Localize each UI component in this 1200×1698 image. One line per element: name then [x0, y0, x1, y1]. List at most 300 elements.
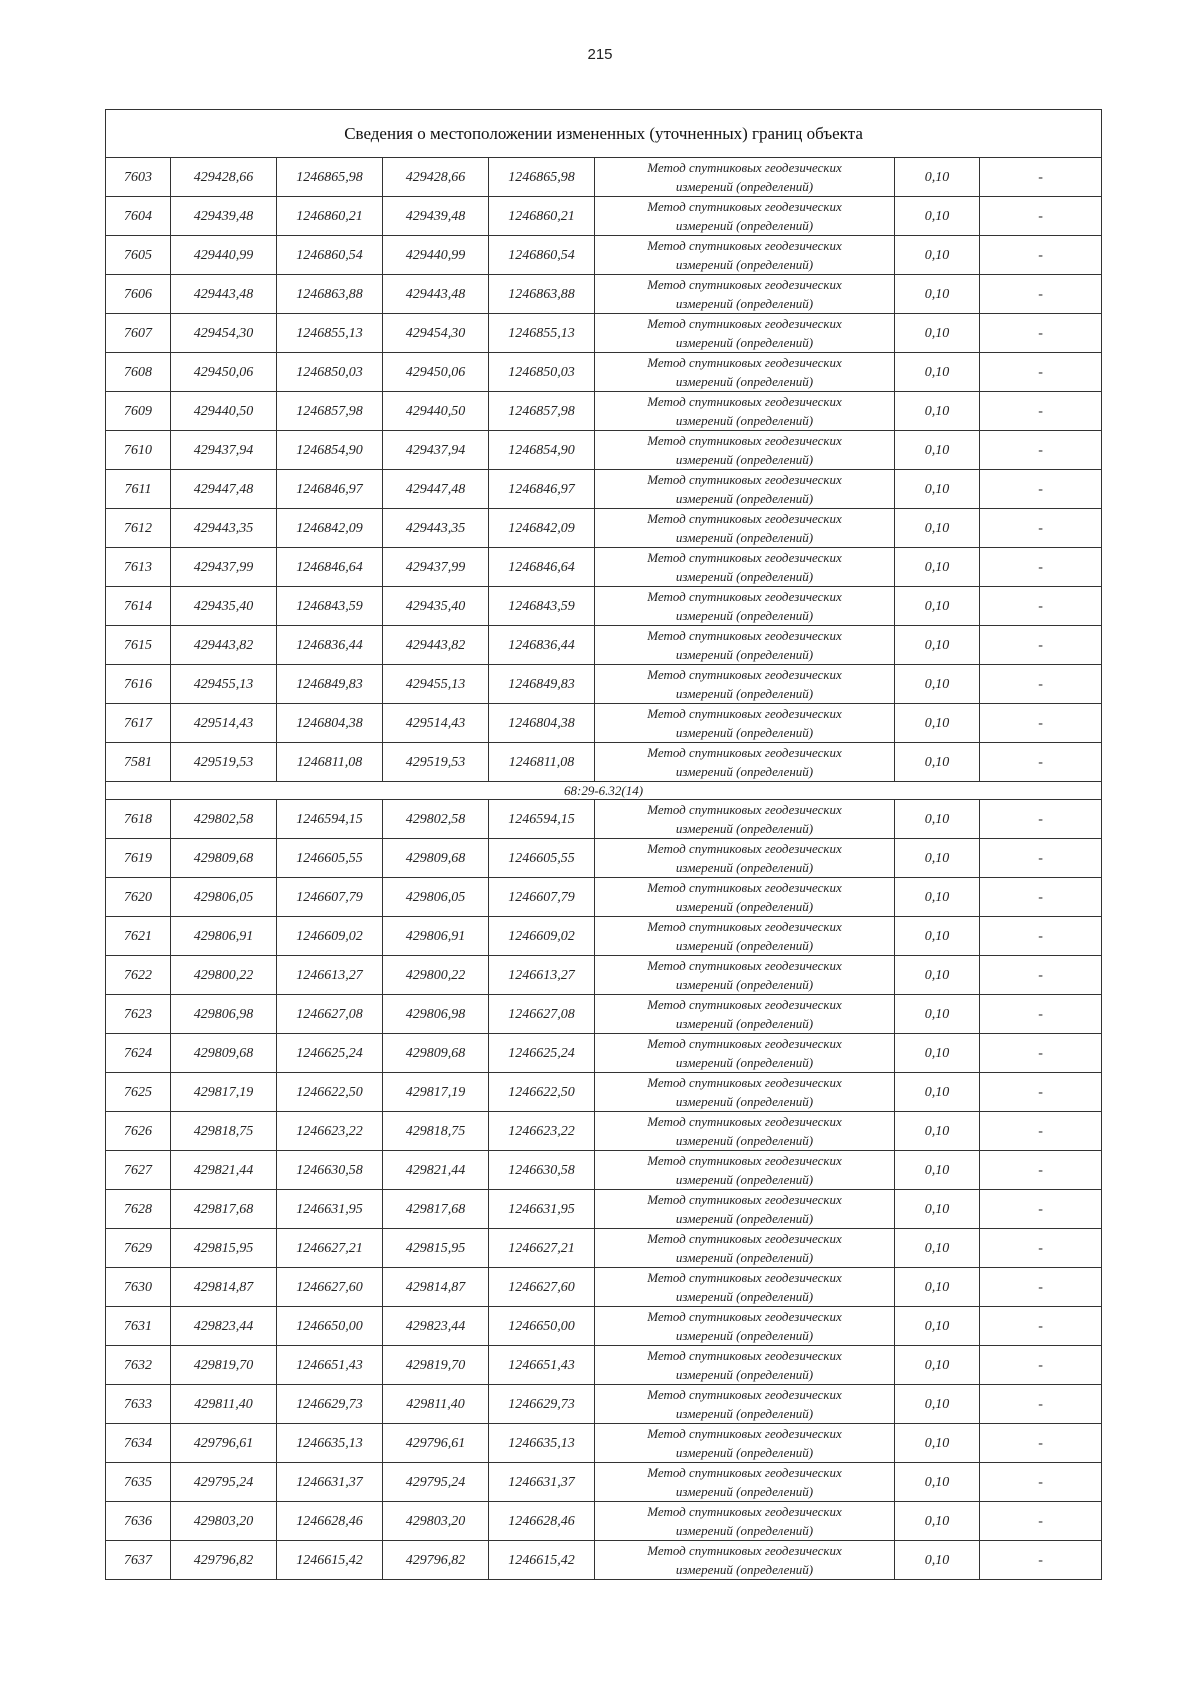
description-cell: - — [980, 1151, 1102, 1190]
x-new-cell: 429803,20 — [383, 1502, 489, 1541]
method-line-1: Метод спутниковых геодезических — [647, 1270, 842, 1285]
method-cell — [595, 314, 895, 353]
x-new-cell: 429440,50 — [383, 392, 489, 431]
y-new-cell: 1246865,98 — [489, 158, 595, 197]
point-number-cell: 7581 — [106, 743, 171, 782]
precision-cell: 0,10 — [895, 1034, 980, 1073]
y-new-cell: 1246628,46 — [489, 1502, 595, 1541]
x-old-cell: 429443,48 — [171, 275, 277, 314]
y-new-cell: 1246627,21 — [489, 1229, 595, 1268]
method-line-1: Метод спутниковых геодезических — [647, 997, 842, 1012]
x-old-cell: 429519,53 — [171, 743, 277, 782]
y-old-cell: 1246627,60 — [277, 1268, 383, 1307]
point-number-cell: 7616 — [106, 665, 171, 704]
description-cell: - — [980, 1502, 1102, 1541]
y-old-cell: 1246615,42 — [277, 1541, 383, 1580]
x-old-cell: 429803,20 — [171, 1502, 277, 1541]
x-new-cell: 429795,24 — [383, 1463, 489, 1502]
y-new-cell: 1246607,79 — [489, 878, 595, 917]
method-line-1: Метод спутниковых геодезических — [647, 433, 842, 448]
method-cell — [595, 956, 895, 995]
description-cell: - — [980, 704, 1102, 743]
x-old-cell: 429806,05 — [171, 878, 277, 917]
y-new-cell: 1246613,27 — [489, 956, 595, 995]
x-old-cell: 429440,50 — [171, 392, 277, 431]
x-old-cell: 429796,61 — [171, 1424, 277, 1463]
description-cell: - — [980, 158, 1102, 197]
method-line-1: Метод спутниковых геодезических — [647, 667, 842, 682]
table-row — [106, 314, 1102, 353]
method-cell — [595, 704, 895, 743]
description-cell: - — [980, 509, 1102, 548]
point-number-cell: 7610 — [106, 431, 171, 470]
method-line-2: измерений (определений) — [675, 821, 814, 836]
precision-cell: 0,10 — [895, 314, 980, 353]
description-cell: - — [980, 1346, 1102, 1385]
x-new-cell: 429817,19 — [383, 1073, 489, 1112]
method-cell — [595, 743, 895, 782]
method-cell — [595, 1385, 895, 1424]
y-old-cell: 1246863,88 — [277, 275, 383, 314]
table-row — [106, 1073, 1102, 1112]
table-row — [106, 800, 1102, 839]
y-new-cell: 1246625,24 — [489, 1034, 595, 1073]
y-old-cell: 1246630,58 — [277, 1151, 383, 1190]
precision-cell: 0,10 — [895, 995, 980, 1034]
precision-cell: 0,10 — [895, 1190, 980, 1229]
method-cell — [595, 275, 895, 314]
point-number-cell: 7624 — [106, 1034, 171, 1073]
table-row — [106, 236, 1102, 275]
x-old-cell: 429439,48 — [171, 197, 277, 236]
method-line-1: Метод спутниковых геодезических — [647, 1036, 842, 1051]
point-number-cell: 7605 — [106, 236, 171, 275]
x-old-cell: 429809,68 — [171, 1034, 277, 1073]
x-old-cell: 429817,68 — [171, 1190, 277, 1229]
method-cell — [595, 1424, 895, 1463]
y-old-cell: 1246849,83 — [277, 665, 383, 704]
page-number: 215 — [587, 46, 613, 63]
x-new-cell: 429811,40 — [383, 1385, 489, 1424]
point-number-cell: 7613 — [106, 548, 171, 587]
y-old-cell: 1246650,00 — [277, 1307, 383, 1346]
table-row — [106, 743, 1102, 782]
y-new-cell: 1246630,58 — [489, 1151, 595, 1190]
method-line-1: Метод спутниковых геодезических — [647, 880, 842, 895]
method-line-2: измерений (определений) — [675, 899, 814, 914]
precision-cell: 0,10 — [895, 1112, 980, 1151]
method-line-1: Метод спутниковых геодезических — [647, 472, 842, 487]
method-line-1: Метод спутниковых геодезических — [647, 802, 842, 817]
y-new-cell: 1246623,22 — [489, 1112, 595, 1151]
method-cell — [595, 1307, 895, 1346]
table-row — [106, 839, 1102, 878]
point-number-cell: 7634 — [106, 1424, 171, 1463]
x-old-cell: 429817,19 — [171, 1073, 277, 1112]
method-line-1: Метод спутниковых геодезических — [647, 745, 842, 760]
x-new-cell: 429514,43 — [383, 704, 489, 743]
y-old-cell: 1246804,38 — [277, 704, 383, 743]
y-old-cell: 1246605,55 — [277, 839, 383, 878]
precision-cell: 0,10 — [895, 1385, 980, 1424]
y-old-cell: 1246635,13 — [277, 1424, 383, 1463]
x-new-cell: 429440,99 — [383, 236, 489, 275]
method-line-1: Метод спутниковых геодезических — [647, 1387, 842, 1402]
method-line-1: Метод спутниковых геодезических — [647, 1543, 842, 1558]
method-line-2: измерений (определений) — [675, 725, 814, 740]
method-cell — [595, 878, 895, 917]
method-cell — [595, 353, 895, 392]
x-old-cell: 429435,40 — [171, 587, 277, 626]
x-new-cell: 429815,95 — [383, 1229, 489, 1268]
method-cell — [595, 1190, 895, 1229]
description-cell: - — [980, 197, 1102, 236]
y-old-cell: 1246622,50 — [277, 1073, 383, 1112]
method-line-1: Метод спутниковых геодезических — [647, 919, 842, 934]
table-row — [106, 1541, 1102, 1580]
y-new-cell: 1246631,95 — [489, 1190, 595, 1229]
y-old-cell: 1246629,73 — [277, 1385, 383, 1424]
y-old-cell: 1246855,13 — [277, 314, 383, 353]
table-row — [106, 392, 1102, 431]
table-title: Сведения о местоположении измененных (уточненных) границ объекта — [106, 110, 1102, 158]
y-old-cell: 1246811,08 — [277, 743, 383, 782]
method-cell — [595, 236, 895, 275]
method-line-1: Метод спутниковых геодезических — [647, 841, 842, 856]
x-new-cell: 429450,06 — [383, 353, 489, 392]
table-row — [106, 275, 1102, 314]
method-cell — [595, 917, 895, 956]
description-cell: - — [980, 995, 1102, 1034]
point-number-cell: 7612 — [106, 509, 171, 548]
x-new-cell: 429454,30 — [383, 314, 489, 353]
y-old-cell: 1246631,95 — [277, 1190, 383, 1229]
table-body-part-2 — [106, 800, 1102, 1580]
table-row — [106, 704, 1102, 743]
y-new-cell: 1246855,13 — [489, 314, 595, 353]
point-number-cell: 7628 — [106, 1190, 171, 1229]
x-new-cell: 429437,99 — [383, 548, 489, 587]
method-cell — [595, 1268, 895, 1307]
x-old-cell: 429437,94 — [171, 431, 277, 470]
y-old-cell: 1246846,64 — [277, 548, 383, 587]
method-cell — [595, 626, 895, 665]
method-line-1: Метод спутниковых геодезических — [647, 238, 842, 253]
precision-cell: 0,10 — [895, 1541, 980, 1580]
x-old-cell: 429443,82 — [171, 626, 277, 665]
y-new-cell: 1246842,09 — [489, 509, 595, 548]
method-cell — [595, 470, 895, 509]
precision-cell: 0,10 — [895, 158, 980, 197]
y-new-cell: 1246627,60 — [489, 1268, 595, 1307]
method-line-2: измерений (определений) — [675, 491, 814, 506]
point-number-cell: 7609 — [106, 392, 171, 431]
description-cell: - — [980, 1463, 1102, 1502]
table-row — [106, 197, 1102, 236]
point-number-cell: 7630 — [106, 1268, 171, 1307]
precision-cell: 0,10 — [895, 197, 980, 236]
description-cell: - — [980, 743, 1102, 782]
precision-cell: 0,10 — [895, 236, 980, 275]
y-old-cell: 1246857,98 — [277, 392, 383, 431]
method-line-1: Метод спутниковых геодезических — [647, 1192, 842, 1207]
method-line-2: измерений (определений) — [675, 257, 814, 272]
y-new-cell: 1246651,43 — [489, 1346, 595, 1385]
method-line-2: измерений (определений) — [675, 452, 814, 467]
x-old-cell: 429811,40 — [171, 1385, 277, 1424]
description-cell: - — [980, 587, 1102, 626]
x-new-cell: 429455,13 — [383, 665, 489, 704]
point-number-cell: 7633 — [106, 1385, 171, 1424]
precision-cell: 0,10 — [895, 1424, 980, 1463]
x-new-cell: 429809,68 — [383, 839, 489, 878]
method-cell — [595, 1151, 895, 1190]
x-old-cell: 429450,06 — [171, 353, 277, 392]
y-old-cell: 1246627,08 — [277, 995, 383, 1034]
method-line-1: Метод спутниковых геодезических — [647, 550, 842, 565]
method-line-2: измерений (определений) — [675, 413, 814, 428]
precision-cell: 0,10 — [895, 353, 980, 392]
y-new-cell: 1246854,90 — [489, 431, 595, 470]
x-new-cell: 429809,68 — [383, 1034, 489, 1073]
point-number-cell: 7614 — [106, 587, 171, 626]
method-line-1: Метод спутниковых геодезических — [647, 1075, 842, 1090]
method-cell — [595, 665, 895, 704]
method-line-1: Метод спутниковых геодезических — [647, 316, 842, 331]
y-new-cell: 1246635,13 — [489, 1424, 595, 1463]
method-cell — [595, 392, 895, 431]
method-line-2: измерений (определений) — [675, 647, 814, 662]
description-cell: - — [980, 1190, 1102, 1229]
method-line-1: Метод спутниковых геодезических — [647, 628, 842, 643]
method-line-2: измерений (определений) — [675, 1016, 814, 1031]
table-row — [106, 1190, 1102, 1229]
precision-cell: 0,10 — [895, 626, 980, 665]
y-new-cell: 1246846,64 — [489, 548, 595, 587]
point-number-cell: 7603 — [106, 158, 171, 197]
precision-cell: 0,10 — [895, 1307, 980, 1346]
x-new-cell: 429806,98 — [383, 995, 489, 1034]
x-new-cell: 429819,70 — [383, 1346, 489, 1385]
precision-cell: 0,10 — [895, 800, 980, 839]
y-new-cell: 1246622,50 — [489, 1073, 595, 1112]
precision-cell: 0,10 — [895, 1463, 980, 1502]
y-new-cell: 1246836,44 — [489, 626, 595, 665]
y-old-cell: 1246623,22 — [277, 1112, 383, 1151]
description-cell: - — [980, 470, 1102, 509]
precision-cell: 0,10 — [895, 665, 980, 704]
point-number-cell: 7622 — [106, 956, 171, 995]
description-cell: - — [980, 431, 1102, 470]
method-line-2: измерений (определений) — [675, 296, 814, 311]
precision-cell: 0,10 — [895, 1229, 980, 1268]
table-row — [106, 956, 1102, 995]
method-cell — [595, 1463, 895, 1502]
table-row — [106, 1502, 1102, 1541]
method-line-2: измерений (определений) — [675, 977, 814, 992]
description-cell: - — [980, 626, 1102, 665]
y-new-cell: 1246605,55 — [489, 839, 595, 878]
x-old-cell: 429440,99 — [171, 236, 277, 275]
method-cell — [595, 509, 895, 548]
y-new-cell: 1246594,15 — [489, 800, 595, 839]
description-cell: - — [980, 839, 1102, 878]
precision-cell: 0,10 — [895, 839, 980, 878]
description-cell: - — [980, 1268, 1102, 1307]
method-line-2: измерений (определений) — [675, 1289, 814, 1304]
y-old-cell: 1246860,54 — [277, 236, 383, 275]
method-cell — [595, 197, 895, 236]
method-line-2: измерений (определений) — [675, 1562, 814, 1577]
x-old-cell: 429796,82 — [171, 1541, 277, 1580]
table-row — [106, 1307, 1102, 1346]
boundary-table-container — [105, 109, 1101, 1580]
method-line-2: измерений (определений) — [675, 1406, 814, 1421]
x-old-cell: 429818,75 — [171, 1112, 277, 1151]
method-cell — [595, 1229, 895, 1268]
method-line-2: измерений (определений) — [675, 764, 814, 779]
precision-cell: 0,10 — [895, 917, 980, 956]
method-cell — [595, 1541, 895, 1580]
method-line-2: измерений (определений) — [675, 1211, 814, 1226]
precision-cell: 0,10 — [895, 509, 980, 548]
x-new-cell: 429802,58 — [383, 800, 489, 839]
point-number-cell: 7636 — [106, 1502, 171, 1541]
table-row — [106, 470, 1102, 509]
method-line-1: Метод спутниковых геодезических — [647, 511, 842, 526]
boundary-table — [105, 109, 1102, 1580]
method-line-2: измерений (определений) — [675, 1445, 814, 1460]
section-label: 68:29-6.32(14) — [106, 782, 1102, 800]
point-number-cell: 7606 — [106, 275, 171, 314]
point-number-cell: 7607 — [106, 314, 171, 353]
description-cell: - — [980, 392, 1102, 431]
y-old-cell: 1246843,59 — [277, 587, 383, 626]
x-old-cell: 429821,44 — [171, 1151, 277, 1190]
point-number-cell: 7635 — [106, 1463, 171, 1502]
x-old-cell: 429814,87 — [171, 1268, 277, 1307]
method-line-2: измерений (определений) — [675, 938, 814, 953]
precision-cell: 0,10 — [895, 1268, 980, 1307]
method-cell — [595, 839, 895, 878]
x-new-cell: 429796,82 — [383, 1541, 489, 1580]
point-number-cell: 7615 — [106, 626, 171, 665]
method-line-2: измерений (определений) — [675, 218, 814, 233]
method-cell — [595, 1034, 895, 1073]
x-new-cell: 429814,87 — [383, 1268, 489, 1307]
method-cell — [595, 800, 895, 839]
point-number-cell: 7629 — [106, 1229, 171, 1268]
y-new-cell: 1246850,03 — [489, 353, 595, 392]
y-old-cell: 1246836,44 — [277, 626, 383, 665]
table-row — [106, 1229, 1102, 1268]
y-new-cell: 1246860,21 — [489, 197, 595, 236]
table-row — [106, 1112, 1102, 1151]
x-old-cell: 429815,95 — [171, 1229, 277, 1268]
method-line-1: Метод спутниковых геодезических — [647, 160, 842, 175]
point-number-cell: 7632 — [106, 1346, 171, 1385]
y-old-cell: 1246850,03 — [277, 353, 383, 392]
table-row — [106, 1151, 1102, 1190]
point-number-cell: 7637 — [106, 1541, 171, 1580]
method-line-2: измерений (определений) — [675, 1172, 814, 1187]
method-line-1: Метод спутниковых геодезических — [647, 1348, 842, 1363]
x-old-cell: 429806,98 — [171, 995, 277, 1034]
method-line-1: Метод спутниковых геодезических — [647, 958, 842, 973]
point-number-cell: 7620 — [106, 878, 171, 917]
x-old-cell: 429802,58 — [171, 800, 277, 839]
method-cell — [595, 431, 895, 470]
y-old-cell: 1246594,15 — [277, 800, 383, 839]
method-line-1: Метод спутниковых геодезических — [647, 1231, 842, 1246]
description-cell: - — [980, 1229, 1102, 1268]
x-old-cell: 429454,30 — [171, 314, 277, 353]
point-number-cell: 7626 — [106, 1112, 171, 1151]
table-body-part-1 — [106, 158, 1102, 782]
description-cell: - — [980, 917, 1102, 956]
precision-cell: 0,10 — [895, 1073, 980, 1112]
x-new-cell: 429818,75 — [383, 1112, 489, 1151]
method-line-2: измерений (определений) — [675, 1133, 814, 1148]
y-old-cell: 1246625,24 — [277, 1034, 383, 1073]
table-row — [106, 353, 1102, 392]
x-old-cell: 429800,22 — [171, 956, 277, 995]
table-row — [106, 431, 1102, 470]
description-cell: - — [980, 236, 1102, 275]
y-new-cell: 1246631,37 — [489, 1463, 595, 1502]
x-new-cell: 429435,40 — [383, 587, 489, 626]
method-line-2: измерений (определений) — [675, 1523, 814, 1538]
description-cell: - — [980, 1112, 1102, 1151]
x-old-cell: 429437,99 — [171, 548, 277, 587]
x-new-cell: 429806,91 — [383, 917, 489, 956]
precision-cell: 0,10 — [895, 548, 980, 587]
y-new-cell: 1246609,02 — [489, 917, 595, 956]
method-cell — [595, 1112, 895, 1151]
y-old-cell: 1246627,21 — [277, 1229, 383, 1268]
precision-cell: 0,10 — [895, 470, 980, 509]
description-cell: - — [980, 1541, 1102, 1580]
method-cell — [595, 995, 895, 1034]
point-number-cell: 7631 — [106, 1307, 171, 1346]
x-new-cell: 429796,61 — [383, 1424, 489, 1463]
x-new-cell: 429800,22 — [383, 956, 489, 995]
y-new-cell: 1246863,88 — [489, 275, 595, 314]
method-line-2: измерений (определений) — [675, 335, 814, 350]
method-cell — [595, 1502, 895, 1541]
method-line-1: Метод спутниковых геодезических — [647, 589, 842, 604]
point-number-cell: 7617 — [106, 704, 171, 743]
method-line-1: Метод спутниковых геодезических — [647, 1426, 842, 1441]
method-line-2: измерений (определений) — [675, 1094, 814, 1109]
description-cell: - — [980, 1034, 1102, 1073]
method-line-2: измерений (определений) — [675, 1484, 814, 1499]
description-cell: - — [980, 353, 1102, 392]
table-row — [106, 1268, 1102, 1307]
y-old-cell: 1246651,43 — [277, 1346, 383, 1385]
table-row — [106, 1385, 1102, 1424]
x-new-cell: 429439,48 — [383, 197, 489, 236]
y-new-cell: 1246843,59 — [489, 587, 595, 626]
y-old-cell: 1246609,02 — [277, 917, 383, 956]
point-number-cell: 7618 — [106, 800, 171, 839]
x-new-cell: 429817,68 — [383, 1190, 489, 1229]
description-cell: - — [980, 314, 1102, 353]
precision-cell: 0,10 — [895, 275, 980, 314]
method-line-2: измерений (определений) — [675, 608, 814, 623]
y-new-cell: 1246627,08 — [489, 995, 595, 1034]
precision-cell: 0,10 — [895, 878, 980, 917]
